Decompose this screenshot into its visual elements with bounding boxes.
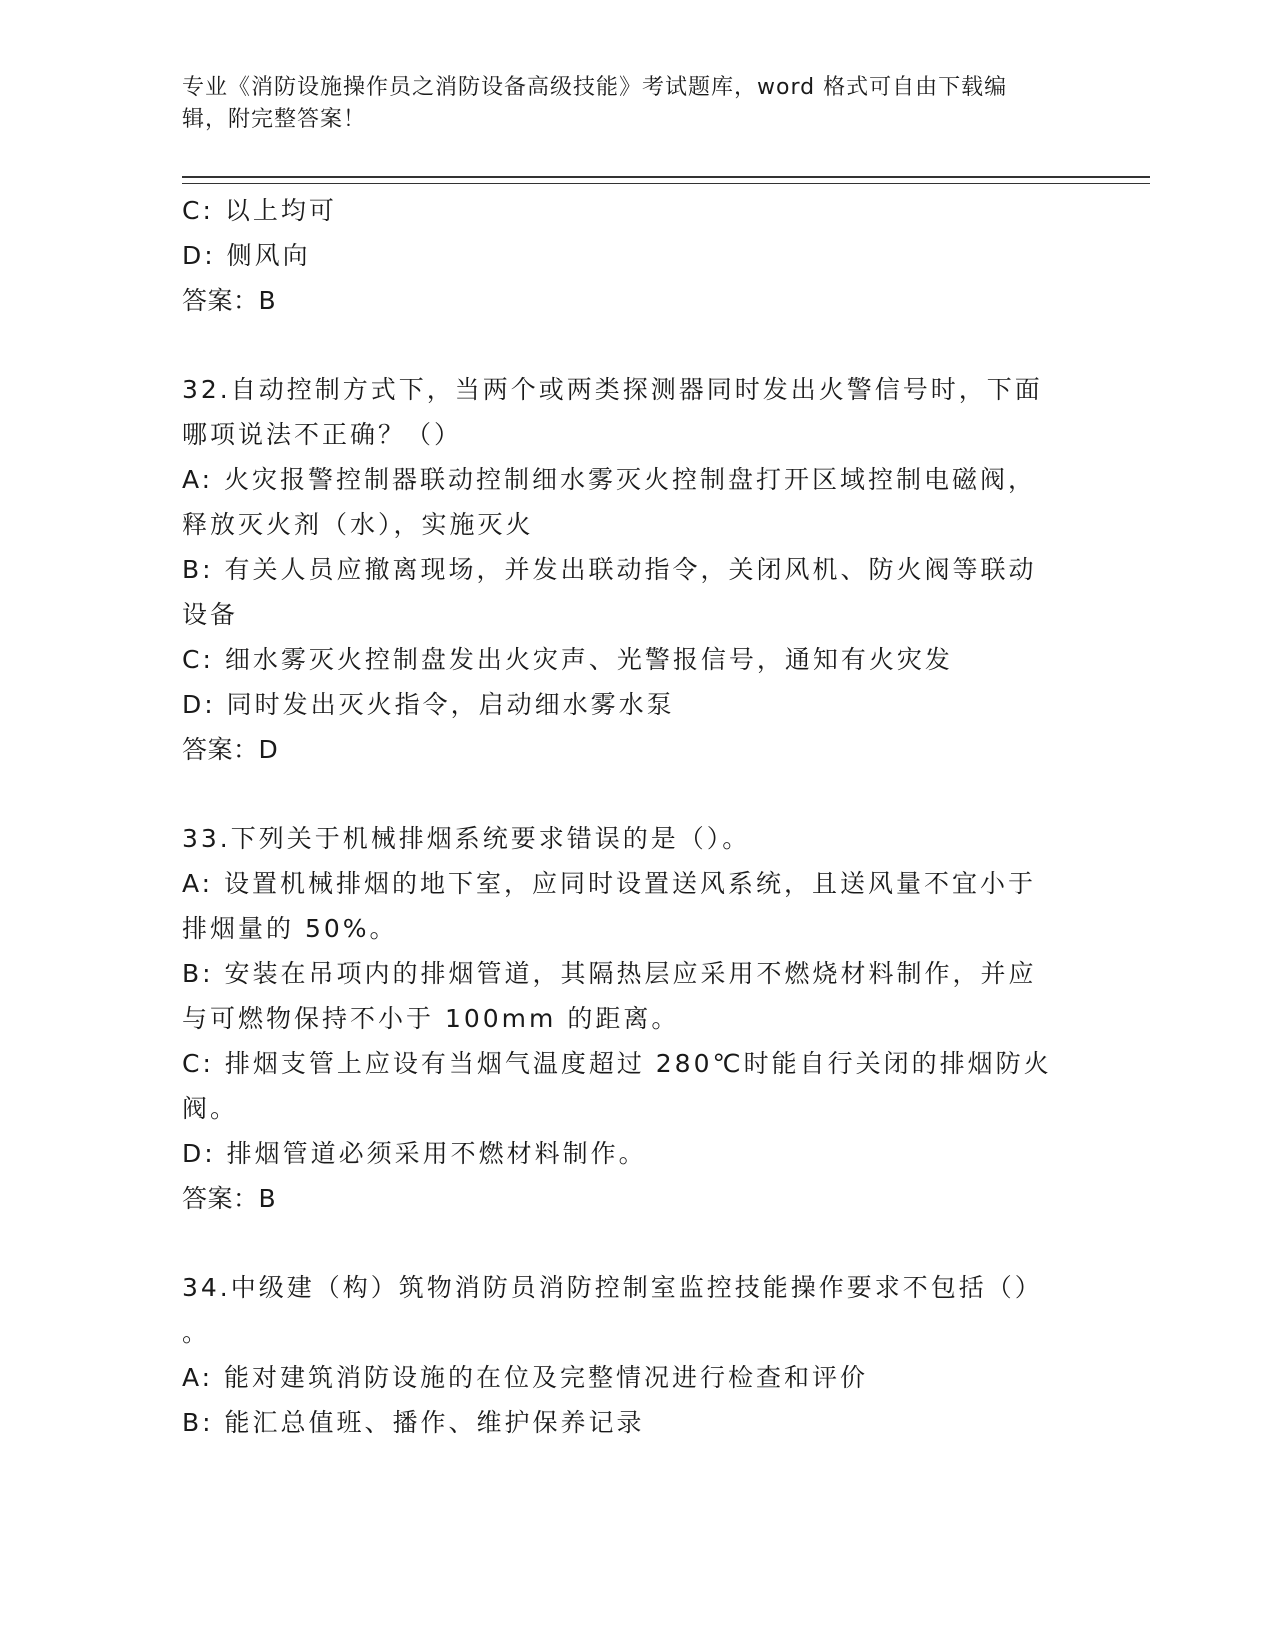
page-header [182,72,1062,136]
answer: 答案：B [182,286,277,315]
option-b: B: 能汇总值班、播作、维护保养记录 [182,1408,645,1437]
question-34 [182,1265,1082,1445]
question-stem: 32.自动控制方式下，当两个或两类探测器同时发出火警信号时，下面 [182,375,1043,404]
header-line-1: 专业《消防设施操作员之消防设备高级技能》考试题库，word 格式可自由下载编 [182,75,1008,100]
option-b: B: 有关人员应撤离现场，并发出联动指令，关闭风机、防火阀等联动 [182,555,1037,584]
question-stem: 34.中级建（构）筑物消防员消防控制室监控技能操作要求不包括（） [182,1273,1043,1302]
header-divider [182,176,1150,184]
option-b-cont: 设备 [182,600,239,629]
option-a-cont: 释放灭火剂（水），实施灭火 [182,510,534,539]
answer: 答案：B [182,1184,277,1213]
question-stem-cont: 。 [182,1318,211,1347]
header-line-2: 辑，附完整答案！ [182,107,367,132]
option-a: A: 能对建筑消防设施的在位及完整情况进行检查和评价 [182,1363,869,1392]
option-d: D: 侧风向 [182,241,311,270]
question-stem-cont: 哪项说法不正确？（） [182,420,463,449]
option-d: D: 同时发出灭火指令，启动细水雾水泵 [182,690,675,719]
previous-question [182,188,1082,323]
option-c: C: 排烟支管上应设有当烟气温度超过 280℃时能自行关闭的排烟防火 [182,1049,1052,1078]
question-33 [182,816,1082,1221]
option-a: A: 火灾报警控制器联动控制细水雾灭火控制盘打开区域控制电磁阀， [182,465,1037,494]
option-b: B: 安装在吊项内的排烟管道，其隔热层应采用不燃烧材料制作，并应 [182,959,1037,988]
option-b-cont: 与可燃物保持不小于 100mm 的距离。 [182,1004,680,1033]
question-content [182,188,1082,1445]
option-a-cont: 排烟量的 50%。 [182,914,398,943]
question-stem: 33.下列关于机械排烟系统要求错误的是（）。 [182,824,751,853]
answer: 答案：D [182,735,279,764]
option-a: A: 设置机械排烟的地下室，应同时设置送风系统，且送风量不宜小于 [182,869,1037,898]
question-32 [182,367,1082,772]
option-c: C: 细水雾灭火控制盘发出火灾声、光警报信号，通知有火灾发 [182,645,953,674]
option-c-cont: 阀。 [182,1094,239,1123]
option-c: C: 以上均可 [182,196,337,225]
option-d: D: 排烟管道必须采用不燃材料制作。 [182,1139,647,1168]
